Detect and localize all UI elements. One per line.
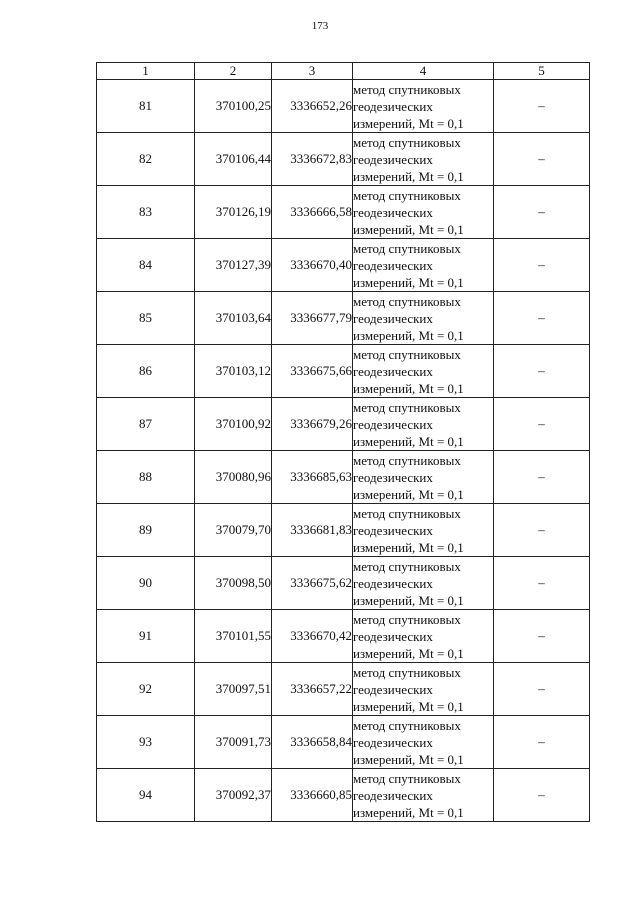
method-line-1: метод спутниковых <box>353 664 461 680</box>
col5-value: – <box>494 292 590 345</box>
header-col-5: 5 <box>494 63 590 80</box>
method-line-2: геодезических <box>353 575 433 591</box>
table-row <box>97 451 590 504</box>
method-line-1: метод спутниковых <box>353 293 461 309</box>
method-line-3: измерений, Mt = 0,1 <box>353 486 464 502</box>
coord-y: 3336657,22 <box>272 663 353 716</box>
table-row <box>97 292 590 345</box>
coord-y: 3336670,42 <box>272 610 353 663</box>
point-number: 93 <box>97 716 195 769</box>
method-line-1: метод спутниковых <box>353 346 461 362</box>
method-line-3: измерений, Mt = 0,1 <box>353 592 464 608</box>
col5-value: – <box>494 345 590 398</box>
method-line-1: метод спутниковых <box>353 717 461 733</box>
coord-x: 370079,70 <box>195 504 272 557</box>
method-line-3: измерений, Mt = 0,1 <box>353 221 464 237</box>
point-number: 83 <box>97 186 195 239</box>
coord-x: 370127,39 <box>195 239 272 292</box>
method-line-3: измерений, Mt = 0,1 <box>353 168 464 184</box>
coord-x: 370100,25 <box>195 80 272 133</box>
coord-x: 370106,44 <box>195 133 272 186</box>
col5-value: – <box>494 663 590 716</box>
method-line-1: метод спутниковых <box>353 611 461 627</box>
method-cell <box>353 398 494 451</box>
header-col-3: 3 <box>272 63 353 80</box>
method-line-2: геодезических <box>353 310 433 326</box>
coord-y: 3336652,26 <box>272 80 353 133</box>
coord-x: 370097,51 <box>195 663 272 716</box>
coord-x: 370092,37 <box>195 769 272 822</box>
method-line-3: измерений, Mt = 0,1 <box>353 115 464 131</box>
method-line-1: метод спутниковых <box>353 134 461 150</box>
method-line-3: измерений, Mt = 0,1 <box>353 751 464 767</box>
method-line-1: метод спутниковых <box>353 505 461 521</box>
method-line-2: геодезических <box>353 204 433 220</box>
method-line-1: метод спутниковых <box>353 399 461 415</box>
header-row <box>97 63 590 80</box>
coord-y: 3336675,62 <box>272 557 353 610</box>
coord-x: 370080,96 <box>195 451 272 504</box>
point-number: 92 <box>97 663 195 716</box>
point-number: 82 <box>97 133 195 186</box>
col5-value: – <box>494 557 590 610</box>
point-number: 94 <box>97 769 195 822</box>
method-cell <box>353 451 494 504</box>
coord-x: 370100,92 <box>195 398 272 451</box>
method-line-1: метод спутниковых <box>353 558 461 574</box>
coord-y: 3336658,84 <box>272 716 353 769</box>
point-number: 86 <box>97 345 195 398</box>
coord-x: 370126,19 <box>195 186 272 239</box>
col5-value: – <box>494 451 590 504</box>
table-body <box>97 80 590 822</box>
coord-x: 370091,73 <box>195 716 272 769</box>
page-number: 173 <box>311 20 329 32</box>
table-row <box>97 133 590 186</box>
coordinates-table <box>96 62 590 822</box>
point-number: 90 <box>97 557 195 610</box>
method-cell <box>353 504 494 557</box>
table-row <box>97 398 590 451</box>
table-row <box>97 504 590 557</box>
method-cell <box>353 80 494 133</box>
col5-value: – <box>494 133 590 186</box>
coord-y: 3336660,85 <box>272 769 353 822</box>
table-row <box>97 557 590 610</box>
method-cell <box>353 610 494 663</box>
method-line-1: метод спутниковых <box>353 187 461 203</box>
method-cell <box>353 292 494 345</box>
table-row <box>97 663 590 716</box>
coord-x: 370101,55 <box>195 610 272 663</box>
coord-y: 3336666,58 <box>272 186 353 239</box>
method-cell <box>353 186 494 239</box>
col5-value: – <box>494 769 590 822</box>
coord-x: 370103,12 <box>195 345 272 398</box>
method-cell <box>353 769 494 822</box>
method-cell <box>353 133 494 186</box>
table-row <box>97 186 590 239</box>
table-row <box>97 239 590 292</box>
point-number: 84 <box>97 239 195 292</box>
method-line-1: метод спутниковых <box>353 770 461 786</box>
coord-y: 3336672,83 <box>272 133 353 186</box>
method-cell <box>353 663 494 716</box>
point-number: 85 <box>97 292 195 345</box>
method-line-1: метод спутниковых <box>353 452 461 468</box>
method-line-3: измерений, Mt = 0,1 <box>353 327 464 343</box>
method-line-2: геодезических <box>353 522 433 538</box>
method-line-1: метод спутниковых <box>353 240 461 256</box>
method-line-2: геодезических <box>353 469 433 485</box>
header-col-1: 1 <box>97 63 195 80</box>
method-line-2: геодезических <box>353 98 433 114</box>
col5-value: – <box>494 504 590 557</box>
method-line-2: геодезических <box>353 681 433 697</box>
method-line-3: измерений, Mt = 0,1 <box>353 539 464 555</box>
method-line-2: геодезических <box>353 257 433 273</box>
method-line-3: измерений, Mt = 0,1 <box>353 804 464 820</box>
method-line-2: геодезических <box>353 416 433 432</box>
method-line-2: геодезических <box>353 363 433 379</box>
method-line-3: измерений, Mt = 0,1 <box>353 274 464 290</box>
header-col-4: 4 <box>353 63 494 80</box>
method-cell <box>353 557 494 610</box>
table-row <box>97 716 590 769</box>
method-line-2: геодезических <box>353 151 433 167</box>
method-line-3: измерений, Mt = 0,1 <box>353 380 464 396</box>
method-line-2: геодезических <box>353 787 433 803</box>
table-row <box>97 769 590 822</box>
col5-value: – <box>494 186 590 239</box>
col5-value: – <box>494 80 590 133</box>
point-number: 91 <box>97 610 195 663</box>
coord-y: 3336685,63 <box>272 451 353 504</box>
point-number: 88 <box>97 451 195 504</box>
table-row <box>97 345 590 398</box>
col5-value: – <box>494 239 590 292</box>
point-number: 87 <box>97 398 195 451</box>
coord-x: 370103,64 <box>195 292 272 345</box>
coord-y: 3336681,83 <box>272 504 353 557</box>
coord-y: 3336677,79 <box>272 292 353 345</box>
coord-x: 370098,50 <box>195 557 272 610</box>
method-cell <box>353 345 494 398</box>
header-col-2: 2 <box>195 63 272 80</box>
method-line-3: измерений, Mt = 0,1 <box>353 698 464 714</box>
col5-value: – <box>494 716 590 769</box>
method-line-2: геодезических <box>353 734 433 750</box>
coord-y: 3336675,66 <box>272 345 353 398</box>
coord-y: 3336670,40 <box>272 239 353 292</box>
col5-value: – <box>494 398 590 451</box>
method-line-2: геодезических <box>353 628 433 644</box>
point-number: 81 <box>97 80 195 133</box>
method-cell <box>353 239 494 292</box>
col5-value: – <box>494 610 590 663</box>
method-line-3: измерений, Mt = 0,1 <box>353 433 464 449</box>
table-header <box>97 63 590 80</box>
method-line-1: метод спутниковых <box>353 81 461 97</box>
table-row <box>97 610 590 663</box>
method-cell <box>353 716 494 769</box>
method-line-3: измерений, Mt = 0,1 <box>353 645 464 661</box>
point-number: 89 <box>97 504 195 557</box>
table-row <box>97 80 590 133</box>
coord-y: 3336679,26 <box>272 398 353 451</box>
